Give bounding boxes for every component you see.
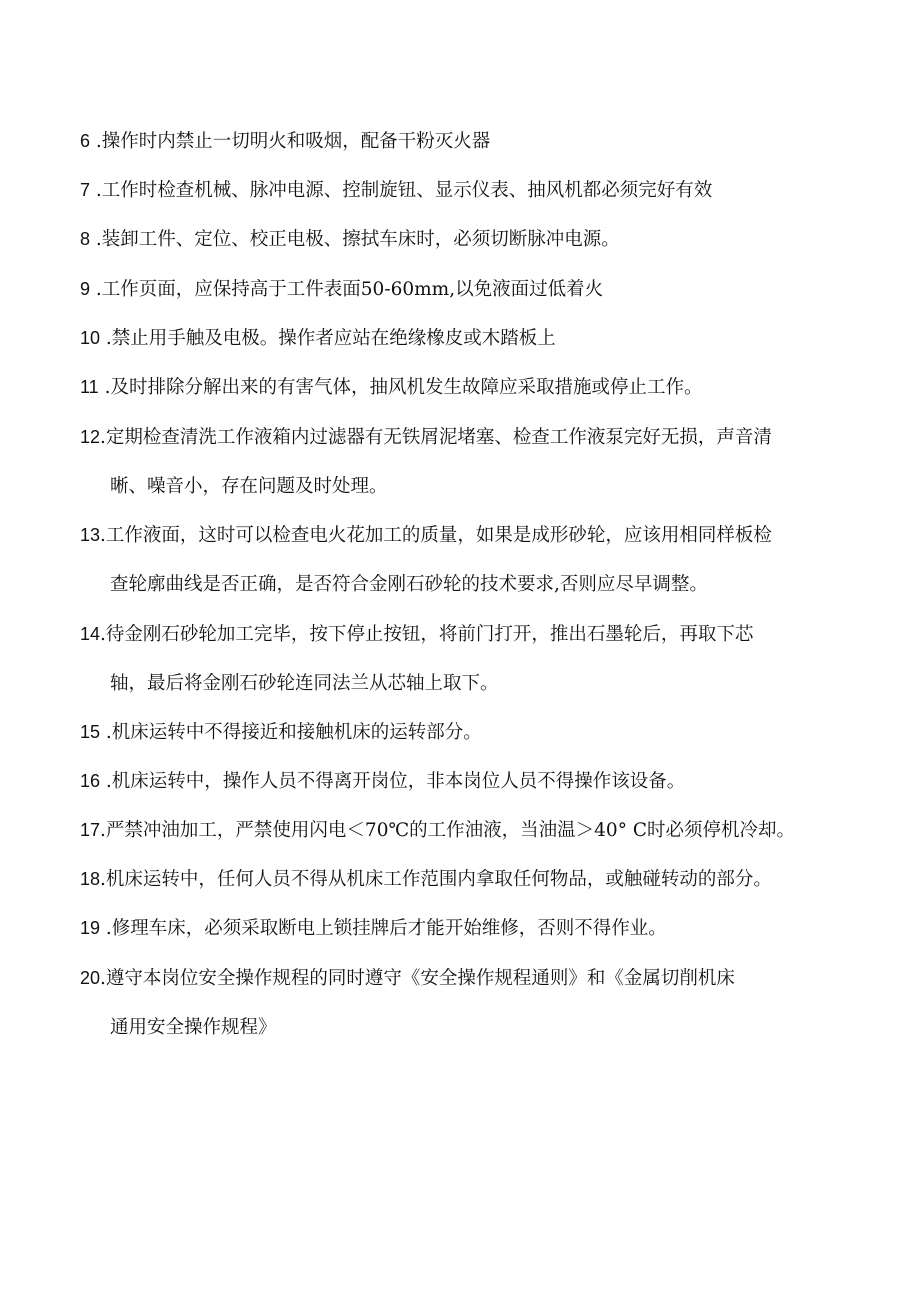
item-number: 9 [80,279,91,299]
item-text: 工作时检查机械、脉冲电源、控制旋钮、显示仪表、抽风机都必须完好有效 [101,180,713,201]
list-item [80,166,880,215]
item-separator: . [100,427,106,448]
list-item [80,855,880,904]
item-number: 13 [80,525,101,545]
item-text-continuation: 通用安全操作规程》 [110,1017,277,1038]
item-number: 16 [80,771,101,791]
item-number: 20 [80,968,101,988]
list-item [80,757,880,806]
item-separator: . [90,131,102,152]
item-text: 待金刚石砂轮加工完毕，按下停止按钮，将前门打开，推出石墨轮后，再取下芯 [105,624,754,645]
item-number: 10 [80,328,101,348]
item-number: 8 [80,229,91,249]
list-item [80,413,880,511]
list-item [80,511,880,609]
item-number: 12 [80,427,101,447]
item-text: 工作液面，这时可以检查电火花加工的质量，如果是成形砂轮，应该用相同样板检 [105,525,772,546]
item-number: 6 [80,131,91,151]
list-item [80,363,880,412]
item-text: 操作时内禁止一切明火和吸烟，配备干粉灭火器 [101,131,491,152]
list-item [80,904,880,953]
item-separator: . [90,180,102,201]
item-text: 机床运转中不得接近和接触机床的运转部分。 [111,722,482,743]
item-separator: . [100,869,106,890]
item-text: 工作页面，应保持高于工件表面50-60mm,以免液面过低着火 [101,279,604,300]
list-item [80,610,880,708]
item-text: 遵守本岗位安全操作规程的同时遵守《安全操作规程通则》和《金属切削机床 [105,968,735,989]
list-item [80,708,880,757]
item-text-continuation: 查轮廓曲线是否正确，是否符合金刚石砂轮的技术要求,否则应尽早调整。 [110,574,708,595]
item-number: 19 [80,918,101,938]
item-text: 修理车床，必须采取断电上锁挂牌后才能开始维修，否则不得作业。 [111,918,667,939]
item-separator: . [100,771,112,792]
item-number: 7 [80,180,91,200]
item-text: 定期检查清洗工作液箱内过滤器有无铁屑泥堵塞、检查工作液泵完好无损，声音清 [105,427,772,448]
item-separator: . [100,820,106,841]
item-number: 11 [80,377,99,397]
item-separator: . [100,624,106,645]
item-text: 严禁冲油加工，严禁使用闪电＜70℃的工作油液，当油温＞40° C时必须停机冷却。 [105,820,795,841]
item-number: 15 [80,722,101,742]
item-separator: . [100,918,112,939]
list-item [80,215,880,264]
item-separator: . [100,968,106,989]
item-text: 及时排除分解出来的有害气体，抽风机发生故障应采取措施或停止工作。 [110,377,703,398]
list-item [80,954,880,1052]
item-separator: . [90,229,102,250]
item-separator: . [100,328,112,349]
item-text: 装卸工件、定位、校正电极、擦拭车床时，必须切断脉冲电源。 [101,229,620,250]
list-item [80,117,880,166]
item-number: 14 [80,624,101,644]
item-number: 18 [80,869,101,889]
item-text-continuation: 轴，最后将金刚石砂轮连同法兰从芯轴上取下。 [110,673,499,694]
item-text: 禁止用手触及电极。操作者应站在绝缘橡皮或木踏板上 [111,328,556,349]
item-separator: . [90,279,102,300]
item-text-continuation: 晰、噪音小，存在问题及时处理。 [110,476,388,497]
list-item [80,314,880,363]
item-number: 17 [80,820,101,840]
item-text: 机床运转中，操作人员不得离开岗位，非本岗位人员不得操作该设备。 [111,771,686,792]
item-separator: . [100,525,106,546]
item-separator: . [100,722,112,743]
item-separator: . [98,377,111,398]
list-item [80,265,880,314]
list-item [80,806,880,855]
item-text: 机床运转中，任何人员不得从机床工作范围内拿取任何物品，或触碰转动的部分。 [105,869,772,890]
